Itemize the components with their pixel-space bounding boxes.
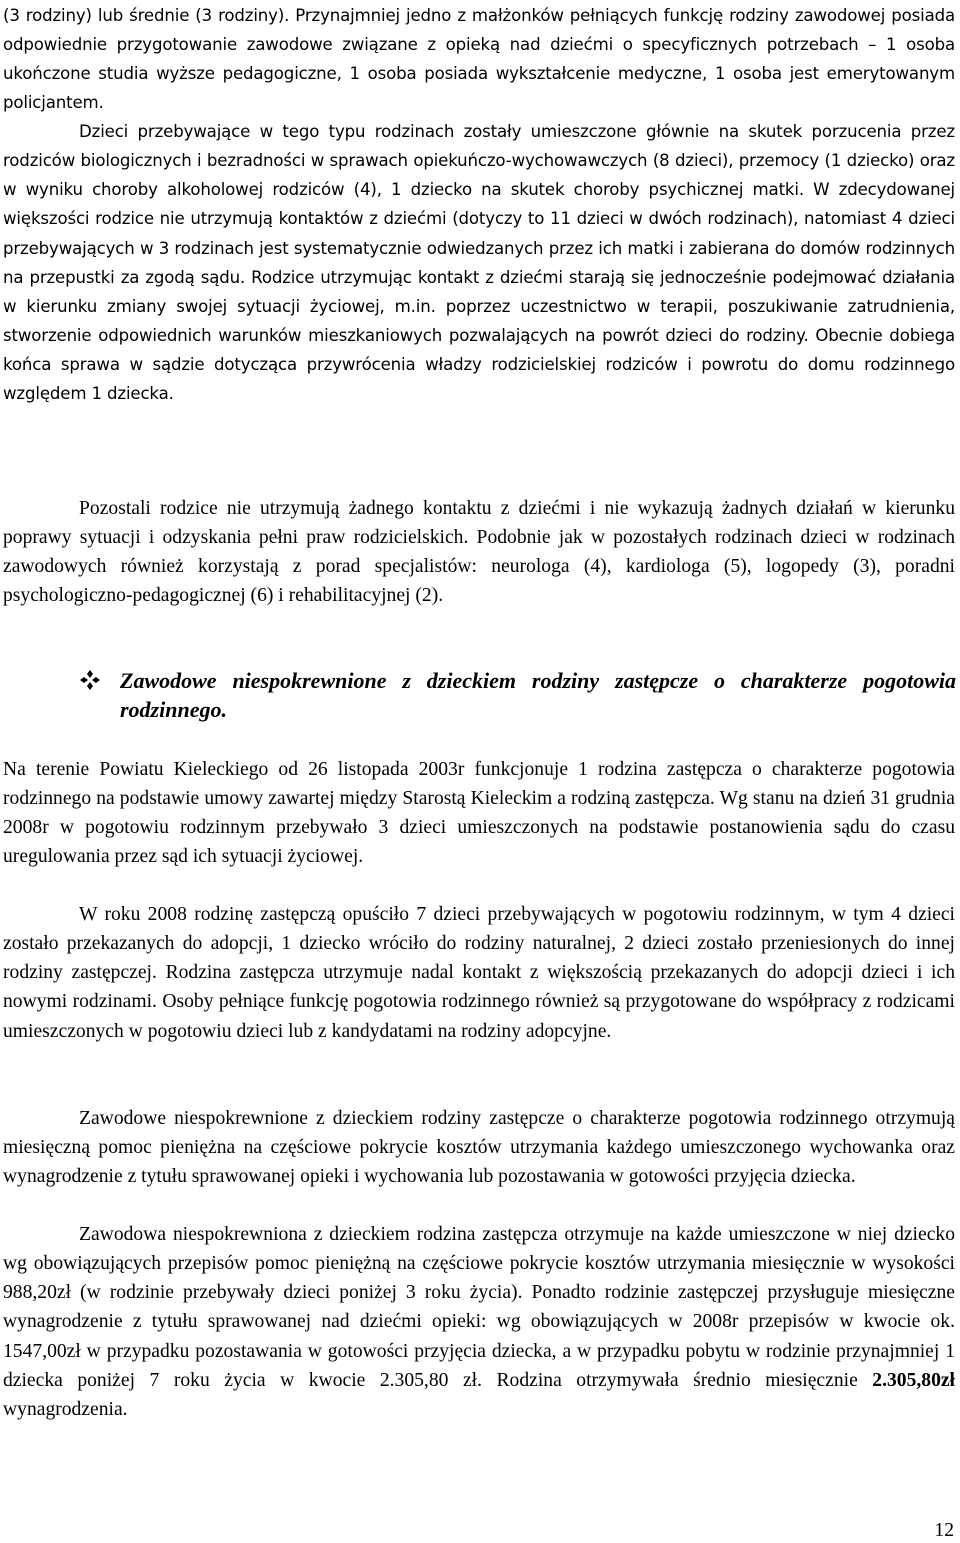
paragraph-parents-no-contact: Pozostali rodzice nie utrzymują żadnego kontaktu z dziećmi i nie wykazują żadnych działań w kierunku poprawy sytuacji i odzyskania pełni praw rodzicielskich. Podobnie jak w pozostałych rodzinach dzieci w rodzinach zawodowych również korzystają z porad specjalistów: neurologa (4), kardiologa (5), logopedy (3), poradni psychologiczno-pedagogicznej (6) i rehabilitacyjnej (2). <box>3 498 955 607</box>
paragraph-aid-amounts <box>3 1220 955 1424</box>
section-heading-text: Zawodowe niespokrewnione z dzieckiem rodziny zastępcze o charakterze pogotowia rodzinnego. <box>120 668 956 722</box>
page-number: 12 <box>934 1520 954 1541</box>
paragraph-monthly-financial-aid: Zawodowe niespokrewnione z dzieckiem rodziny zastępcze o charakterze pogotowia rodzinnego otrzymują miesięczną pomoc pieniężna na częściowe pokrycie kosztów utrzymania każdego umieszczonego wychowanka oraz wynagrodzenie z tytułu sprawowanej opieki i wychowania lub pozostawania w gotowości przyjęcia dziecka. <box>3 1108 955 1188</box>
average-monthly-salary-amount: 2.305,80zł <box>872 1369 955 1391</box>
paragraph-children-left-2008: W roku 2008 rodzinę zastępczą opuściło 7 dzieci przebywających w pogotowiu rodzinnym, w tym 4 dzieci zostało przekazanych do adopcji, 1 dziecko wróciło do rodziny naturalnej, 2 dzieci zostało przeniesionych do innej rodziny zastępczej. Rodzina zastępcza utrzymuje nadal kontakt z większością przekazanych do adopcji dzieci i ich nowymi rodzinami. Osoby pełniące funkcję pogotowia rodzinnego również są przygotowane do współpracy z rodzicami umieszczonych w pogotowiu dzieci lub z kandydatami na rodziny adopcyjne. <box>3 904 955 1042</box>
paragraph-emergency-family-intro: Na terenie Powiatu Kieleckiego od 26 listopada 2003r funkcjonuje 1 rodzina zastępcza o charakterze pogotowia rodzinnego na podstawie umowy zawartej między Starostą Kieleckim a rodziną zastępcza. Wg stanu na dzień 31 grudnia 2008r w pogotowiu rodzinnym przebywało 3 dzieci umieszczonych na podstawie postanowienia sądu do czasu uregulowania przez sąd ich sytuacji życiowej. <box>3 759 955 868</box>
four-diamond-bullet-icon <box>80 670 100 690</box>
aid-amounts-tail: wynagrodzenia. <box>3 1398 128 1420</box>
aid-amounts-text: Zawodowa niespokrewniona z dzieckiem rodzina zastępcza otrzymuje na każde umieszczone w niej dziecko wg obowiązujących przepisów pomoc pieniężną na częściowe pokrycie kosztów utrzymania miesięcznie w wysokości 988,20zł (w rodzinie przebywały dzieci poniżej 3 roku życia). Ponadto rodzinie zastępczej przysługuje miesięczne wynagrodzenie z tytułu sprawowanej nad dziećmi opieki: wg obowiązujących w 2008r przepisów w kwocie ok. 1547,00zł w przypadku pozostawania w gotowości przyjęcia dziecka, a w przypadku pobytu w rodzinie przynajmniej 1 dziecka poniżej 7 roku życia w kwocie 2.305,80 zł. Rodzina otrzymywała średnio miesięcznie <box>3 1224 955 1391</box>
paragraph-professional-qualifications: (3 rodziny) lub średnie (3 rodziny). Przynajmniej jedno z małżonków pełniących funkcję rodziny zawodowej posiada odpowiednie przygotowanie zawodowe związane z opieką nad dziećmi o specyficznych potrzebach – 1 osoba ukończone studia wyższe pedagogiczne, 1 osoba posiada wykształcenie medyczne, 1 osoba jest emerytowanym policjantem. <box>3 6 955 113</box>
paragraph-children-placement-reasons: Dzieci przebywające w tego typu rodzinach zostały umieszczone głównie na skutek porzucenia przez rodziców biologicznych i bezradności w sprawach opiekuńczo-wychowawczych (8 dzieci), przemocy (1 dziecko) oraz w wyniku choroby alkoholowej rodziców (4), 1 dziecko na skutek choroby psychicznej matki. W zdecydowanej większości rodzice nie utrzymują kontaktów z dziećmi (dotyczy to 11 dzieci w dwóch rodzinach), natomiast 4 dzieci przebywających w 3 rodzinach jest systematycznie odwiedzanych przez ich matki i zabierana do domów rodzinnych na przepustki za zgodą sądu. Rodzice utrzymując kontakt z dziećmi starają się jednocześnie podejmować działania w kierunku zmiany swojej sytuacji życiowej, m.in. poprzez uczestnictwo w terapii, poszukiwanie zatrudnienia, stworzenie odpowiednich warunków mieszkaniowych pozwalających na powrót dzieci do rodziny. Obecnie dobiega końca sprawa w sądzie dotycząca przywrócenia władzy rodzicielskiej rodziców i powrotu do domu rodzinnego względem 1 dziecka. <box>3 122 955 404</box>
